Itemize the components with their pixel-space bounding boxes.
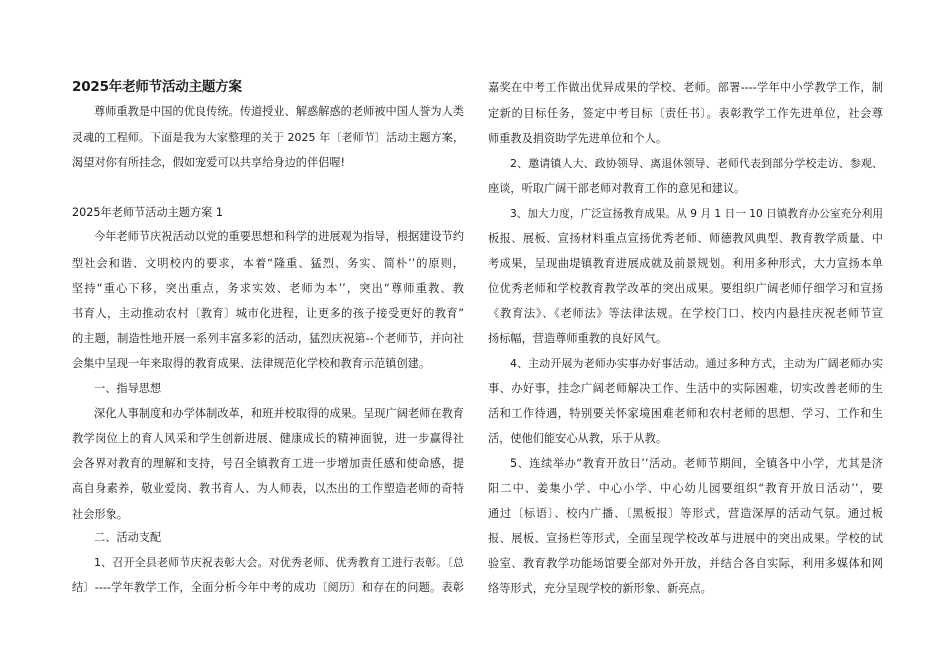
body-line: 深化人事制度和办学体制改革，和班并校取得的成果。呈现广阔老师在教育 <box>94 407 464 420</box>
body-line: 通过〔标语〕、校内广播、〔黑板报〕等形式，营造深厚的活动气氛。通过板 <box>488 507 883 520</box>
intro-line: 灵魂的工程师。下面是我为大家整理的关于 2025 年〔老师节〕活动主题方案， <box>72 131 464 144</box>
body-line: 社会形象。 <box>72 508 128 521</box>
body-line: 结〕----学年教学工作，全面分析今年中考的成功〔阅历〕和存在的问题。表彰 <box>72 581 464 594</box>
body-line: 活和工作待遇，特别要关怀家境困难老师和农村老师的思想、学习、工作和生 <box>488 407 883 420</box>
body-line: 验室、教育教学功能场馆要全部对外开放，并结合各自实际，利用多媒体和网 <box>488 557 883 570</box>
body-line: 报、展板、宣扬栏等形式，全面呈现学校改革与进展中的突出成果。学校的试 <box>488 532 883 545</box>
body-line: 阳二中、姜集小学、中心小学、中心幼儿园要组织“教育开放日活动’’，要 <box>488 482 883 495</box>
body-line: 今年老师节庆祝活动以党的重要思想和科学的进展观为指导，根据建设节约 <box>94 230 464 243</box>
body-line: 2、邀请镇人大、政协领导、离退休领导、老师代表到部分学校走访、参观、 <box>510 157 883 170</box>
body-line: 嘉奖在中考工作做出优异成果的学校、老师。部署----学年中小学教学工作，制 <box>488 81 883 94</box>
body-line: 5、连续举办“教育开放日’’活动。老师节期间，全镇各中小学，尤其是济 <box>510 457 883 470</box>
body-line: 络等形式，充分呈现学校的新形象、新亮点。 <box>488 582 712 595</box>
heading-activity-arrangement: 二、活动支配 <box>94 531 162 544</box>
document-title: 2025年老师节活动主题方案 <box>72 79 242 95</box>
body-line: 会各界对教育的理解和支持，号召全镇教育工进一步增加责任感和使命感，提 <box>72 457 464 470</box>
body-line: 型社会和谐、文明校内的要求，本着“隆重、猛烈、务实、简朴’’的原则， <box>72 257 464 270</box>
body-line: 板报、展板、宣扬材料重点宣扬优秀老师、师德教风典型、教育教学质量、中 <box>488 232 883 245</box>
body-line: 的主题，制造性地开展一系列丰富多彩的活动，猛烈庆祝第--个老师节，并向社 <box>72 332 464 345</box>
body-line: 高自身素养，敬业爱岗、教书育人、为人师表，以杰出的工作塑造老师的奇特 <box>72 482 464 495</box>
body-line: 书育人，主动推动农村〔教育〕城市化进程，让更多的孩子接受更好的教育” <box>72 307 464 320</box>
intro-line: 尊师重教是中国的优良传统。传道授业、解惑解惑的老师被中国人誉为人类 <box>94 105 464 118</box>
body-line: 位优秀老师和学校教育教学改革的突出成果。要组织广阔老师仔细学习和宣扬 <box>488 282 883 295</box>
body-line: 坚持“重心下移，突出重点，务求实效、老师为本’’，突出“尊师重教、教 <box>72 282 464 295</box>
section-heading: 2025年老师节活动主题方案 1 <box>72 206 224 219</box>
body-line: 会集中呈现一年来取得的教育成果、法律规范化学校和教育示范镇创建。 <box>72 357 431 370</box>
body-line: 事、办好事，挂念广阔老师解决工作、生活中的实际困难，切实改善老师的生 <box>488 382 883 395</box>
heading-guiding-thought: 一、指导思想 <box>94 382 162 395</box>
body-line: 4、主动开展为老师办实事办好事活动。通过多种方式，主动为广阔老师办实 <box>510 357 883 370</box>
body-line: 定新的目标任务，签定中考目标〔责任书〕。表彰教学工作先进单位，社会尊 <box>488 107 883 120</box>
intro-line: 渴望对你有所挂念，假如宠爱可以共享给身边的伴侣喔! <box>72 156 345 169</box>
body-line: 师重教及捐资助学先进单位和个人。 <box>488 132 668 145</box>
body-line: 扬标幅，营造尊师重教的良好风气。 <box>488 332 668 345</box>
body-line: 1、召开全县老师节庆祝表彰大会。对优秀老师、优秀教育工进行表彰。〔总 <box>94 556 464 569</box>
body-line: 《教育法》、《老师法》等法律法规。在学校门口、校内内悬挂庆祝老师节宣 <box>488 307 883 320</box>
body-line: 考成果，呈现曲堤镇教育进展成就及前景规划。利用多种形式，大力宣扬本单 <box>488 257 883 270</box>
body-line: 3、加大力度，广泛宣扬教育成果。从 9 月 1 日一 10 日镇教育办公室充分利用 <box>510 208 883 220</box>
body-line: 教学岗位上的育人风采和学生创新进展、健康成长的精神面貌，进一步赢得社 <box>72 432 464 445</box>
body-line: 活，使他们能安心从教，乐于从教。 <box>488 432 668 445</box>
body-line: 座谈，听取广阔干部老师对教育工作的意见和建议。 <box>488 182 746 195</box>
